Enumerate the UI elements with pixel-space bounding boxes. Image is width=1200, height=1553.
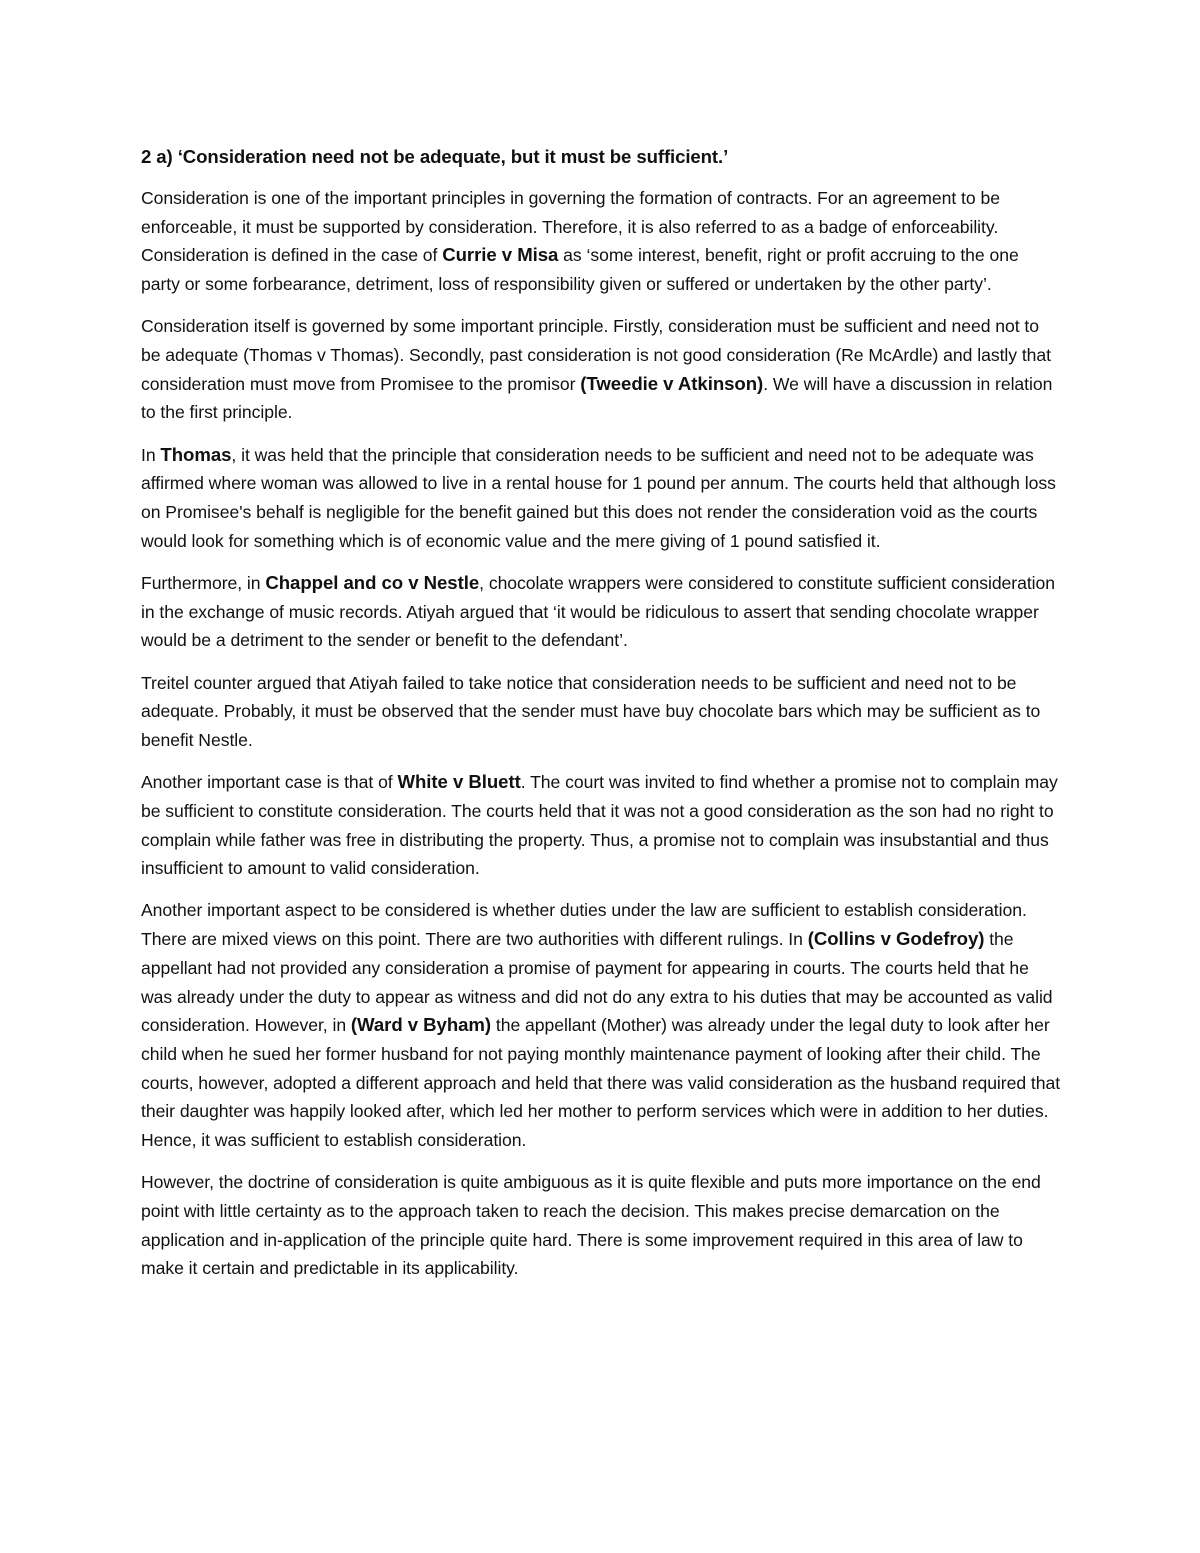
paragraph-text: However, the doctrine of consideration is quite ambiguous as it is quite flexible and puts more importance on the end point with little certainty as to the approach taken to reach the decision. This makes precise demarcation on the application and in-application of the principle quite hard. There is some improvement required in this area of law to make it certain and predictable in its applicability. — [141, 1172, 1041, 1279]
paragraph-text: Another important aspect to be considered is whether duties under the law are sufficient to establish consideration. There are mixed views on this point. There are two authorities with different rulings. In — [141, 900, 1027, 950]
case-name: Chappel and co v Nestle — [265, 571, 480, 593]
paragraph-text: the appellant had not provided any consideration a promise of payment for appearing in courts. The courts held that he was already under the duty to appear as witness and did not do any extra to his duties that may be accounted as valid consideration. However, in — [141, 929, 1053, 1036]
paragraph-text: Consideration itself is governed by some important principle. Firstly, consideration must be sufficient and need not to be adequate (Thomas v Thomas). Secondly, past consideration is not good consideration (Re McArdle) and lastly that consideration must move from Promisee to the promisor — [141, 316, 1051, 394]
paragraph-text: In — [141, 444, 161, 465]
paragraph-8 — [141, 1168, 1061, 1283]
essay-body — [141, 184, 1061, 1283]
paragraph-1 — [141, 184, 1061, 299]
paragraph-text: as ‘some interest, benefit, right or profit accruing to the one party or some forbearance, detriment, loss of responsibility given or suffered or undertaken by the other party’. — [141, 245, 1019, 295]
paragraph-text: Treitel counter argued that Atiyah failed to take notice that consideration needs to be sufficient and need not to be adequate. Probably, it must be observed that the sender must have buy chocolate bars which may be sufficient as to benefit Nestle. — [141, 672, 1041, 750]
paragraph-text: . The court was invited to find whether a promise not to complain may be sufficient to constitute consideration. The courts held that it was not a good consideration as the son had no right to complain while father was free in distributing the property. Thus, a promise not to complain was insubstantial and thus insufficient to amount to valid consideration. — [141, 772, 1058, 879]
paragraph-text: the appellant (Mother) was already under the legal duty to look after her child when he sued her former husband for not paying monthly maintenance payment of looking after their child. The courts, however, adopted a different approach and held that there was valid consideration as the husband required that their daughter was happily looked after, which led her mother to perform services which were in addition to her duties. Hence, it was sufficient to establish consideration. — [141, 1015, 1061, 1151]
case-name: (Ward v Byham) — [350, 1014, 492, 1036]
case-name: (Tweedie v Atkinson) — [580, 372, 764, 394]
paragraph-text: Consideration is one of the important principles in governing the formation of contracts. For an agreement to be enforceable, it must be supported by consideration. Therefore, it is also referred to as a badge of enforceability. Consideration is defined in the case of — [141, 188, 1000, 266]
paragraph-text: Furthermore, in — [141, 572, 266, 593]
paragraph-4 — [141, 569, 1061, 655]
document-page — [141, 142, 1061, 1297]
paragraph-text: . We will have a discussion in relation to the first principle. — [141, 373, 1053, 423]
question-heading: 2 a) ‘Consideration need not be adequate, but it must be sufficient.’ — [141, 146, 729, 167]
paragraph-text: Another important case is that of — [141, 772, 398, 793]
case-name: Currie v Misa — [442, 244, 559, 266]
case-name: (Collins v Godefroy) — [807, 928, 985, 950]
paragraph-text: , it was held that the principle that consideration needs to be sufficient and need not to be adequate was affirmed where woman was allowed to live in a rental house for 1 pound per annum. The courts held that although loss on Promisee's behalf is negligible for the benefit gained but this does not render the consideration void as the courts would look for something which is of economic value and the mere giving of 1 pound satisfied it. — [141, 444, 1056, 551]
paragraph-7 — [141, 896, 1061, 1154]
case-name: Thomas — [160, 443, 232, 465]
paragraph-5 — [141, 669, 1061, 755]
paragraph-6 — [141, 768, 1061, 883]
paragraph-text: , chocolate wrappers were considered to constitute sufficient consideration in the exchange of music records. Atiyah argued that ‘it would be ridiculous to assert that sending chocolate wrapper would be a detriment to the sender or benefit to the defendant’. — [141, 572, 1056, 651]
paragraph-2 — [141, 312, 1061, 427]
case-name: White v Bluett — [397, 771, 521, 793]
paragraph-3 — [141, 441, 1061, 556]
